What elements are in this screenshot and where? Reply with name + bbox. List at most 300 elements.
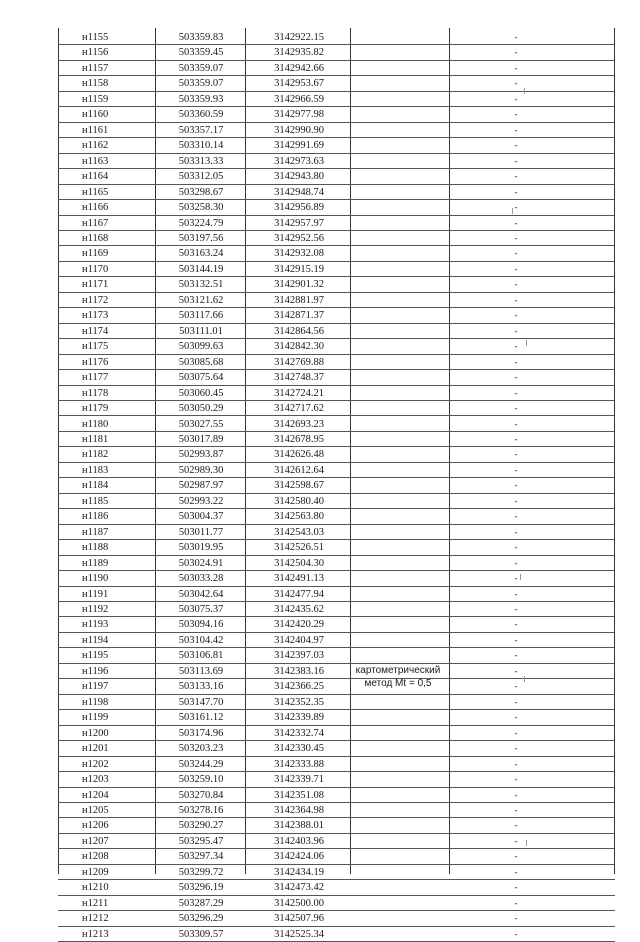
coord-y: 3142724.21 (274, 387, 324, 399)
coord-x: 503147.70 (178, 696, 224, 708)
point-id: н1158 (82, 78, 109, 90)
coord-x: 503203.23 (178, 743, 224, 755)
point-id: н1161 (82, 124, 109, 136)
point-id: н1168 (82, 232, 109, 244)
coord-y: 3142693.23 (274, 418, 324, 430)
empty-value-dash: - (514, 32, 518, 42)
coord-y: 3142769.88 (274, 356, 324, 368)
coord-y: 3142717.62 (274, 403, 324, 415)
table-row (58, 695, 615, 710)
coord-x: 503296.19 (178, 882, 224, 894)
coord-x: 503117.66 (178, 310, 224, 322)
coord-x: 503287.29 (178, 897, 224, 909)
point-id: н1167 (82, 217, 109, 229)
empty-value-dash: - (514, 202, 518, 213)
coord-x: 502989.30 (178, 464, 224, 476)
coord-y: 3142364.98 (274, 805, 324, 816)
coord-x: 503296.29 (178, 913, 224, 925)
coord-x: 503106.81 (178, 650, 224, 662)
empty-value-dash: - (514, 774, 518, 785)
coord-x: 503197.56 (178, 232, 224, 244)
method-line-1: картометрический (355, 665, 441, 676)
coord-x: 503050.29 (178, 403, 224, 415)
empty-value-dash: - (514, 665, 518, 676)
table-row (58, 447, 615, 462)
coord-y: 3142543.03 (274, 526, 324, 538)
point-id: н1203 (82, 774, 109, 786)
coord-y: 3142351.08 (274, 789, 324, 801)
table-row (58, 803, 615, 818)
coord-y: 3142973.63 (274, 155, 324, 167)
empty-value-dash: - (514, 109, 518, 120)
coord-y: 3142966.59 (274, 93, 324, 105)
table-row (58, 556, 615, 571)
coord-y: 3142678.95 (274, 433, 324, 445)
empty-value-dash: - (514, 140, 518, 151)
empty-value-dash: - (514, 155, 518, 166)
coord-y: 3142434.19 (274, 866, 324, 878)
table-row (58, 339, 615, 354)
coord-y: 3142748.37 (274, 372, 324, 384)
empty-value-dash: - (514, 573, 518, 584)
point-id: н1171 (82, 279, 109, 291)
point-id: н1204 (82, 789, 109, 801)
coord-x: 503104.42 (178, 634, 224, 646)
point-id: н1157 (82, 62, 109, 74)
coord-x: 503298.67 (178, 186, 224, 198)
table-row (58, 494, 615, 509)
point-id: н1185 (82, 495, 109, 507)
coord-y: 3142864.56 (274, 325, 324, 337)
empty-value-dash: - (514, 619, 518, 630)
coord-y: 3142952.56 (274, 232, 324, 244)
point-id: н1181 (82, 433, 109, 445)
table-row (58, 123, 615, 138)
empty-value-dash: - (514, 433, 518, 444)
empty-value-dash: - (514, 526, 518, 537)
point-id: н1213 (82, 928, 109, 940)
coord-x: 503357.17 (178, 124, 224, 136)
coord-y: 3142977.98 (274, 109, 324, 121)
point-id: н1200 (82, 727, 109, 739)
empty-value-dash: - (514, 78, 518, 89)
coord-y: 3142881.97 (274, 294, 324, 306)
empty-value-dash: - (514, 279, 518, 290)
empty-value-dash: - (514, 634, 518, 645)
coord-y: 3142922.15 (274, 32, 324, 43)
coord-y: 3142504.30 (274, 557, 324, 569)
coord-x: 503060.45 (178, 387, 224, 399)
coord-x: 503270.84 (178, 789, 224, 801)
coord-y: 3142332.74 (274, 727, 324, 739)
table-row (58, 617, 615, 632)
table-row (58, 370, 615, 385)
point-id: н1169 (82, 248, 109, 260)
empty-value-dash: - (514, 913, 518, 924)
empty-value-dash: - (514, 356, 518, 367)
coord-y: 3142333.88 (274, 758, 324, 770)
coord-x: 503017.89 (178, 433, 224, 445)
empty-value-dash: - (514, 217, 518, 228)
coord-x: 503290.27 (178, 820, 224, 832)
coord-x: 503099.63 (178, 341, 224, 353)
coord-x: 503309.57 (178, 928, 224, 940)
coord-y: 3142366.25 (274, 681, 324, 693)
coord-x: 503144.19 (178, 263, 224, 275)
point-id: н1197 (82, 681, 109, 693)
empty-value-dash: - (514, 341, 518, 352)
point-id: н1172 (82, 294, 109, 306)
empty-value-dash: - (514, 588, 518, 599)
empty-value-dash: - (514, 387, 518, 398)
coord-x: 503075.37 (178, 604, 224, 616)
point-id: н1184 (82, 480, 109, 492)
scan-mark (524, 88, 525, 94)
coord-y: 3142339.71 (274, 774, 324, 786)
point-id: н1212 (82, 913, 109, 925)
method-note (348, 664, 448, 690)
coord-y: 3142424.06 (274, 851, 324, 863)
coord-x: 503359.93 (178, 93, 224, 105)
point-id: н1207 (82, 835, 109, 847)
table-row (58, 602, 615, 617)
empty-value-dash: - (514, 403, 518, 414)
coord-y: 3142990.90 (274, 124, 324, 136)
point-id: н1205 (82, 805, 109, 816)
coord-x: 503359.45 (178, 47, 224, 59)
table-row (58, 679, 615, 694)
point-id: н1190 (82, 573, 109, 585)
table-row (58, 45, 615, 60)
empty-value-dash: - (514, 186, 518, 197)
table-row (58, 30, 615, 45)
table-row (58, 927, 615, 942)
method-line-2: метод Mt = 0,5 (364, 678, 432, 689)
coord-x: 503278.16 (178, 805, 224, 816)
coord-y: 3142948.74 (274, 186, 324, 198)
coord-x: 503019.95 (178, 542, 224, 554)
coord-y: 3142352.35 (274, 696, 324, 708)
empty-value-dash: - (514, 62, 518, 73)
point-id: н1193 (82, 619, 109, 631)
empty-value-dash: - (514, 449, 518, 460)
coord-x: 503360.59 (178, 109, 224, 121)
point-id: н1196 (82, 665, 109, 677)
table-row (58, 710, 615, 725)
table-row (58, 308, 615, 323)
point-id: н1159 (82, 93, 109, 105)
coord-x: 503085.68 (178, 356, 224, 368)
point-id: н1199 (82, 712, 109, 724)
empty-value-dash: - (514, 294, 518, 305)
coord-y: 3142404.97 (274, 634, 324, 646)
empty-value-dash: - (514, 47, 518, 58)
coord-y: 3142563.80 (274, 511, 324, 523)
coord-x: 503075.64 (178, 372, 224, 384)
table-row (58, 834, 615, 849)
point-id: н1187 (82, 526, 109, 538)
table-row (58, 432, 615, 447)
coord-y: 3142991.69 (274, 140, 324, 152)
point-id: н1189 (82, 557, 109, 569)
point-id: н1174 (82, 325, 109, 337)
coord-y: 3142473.42 (274, 882, 324, 894)
scan-mark (524, 676, 525, 682)
table-row (58, 401, 615, 416)
empty-value-dash: - (514, 124, 518, 135)
table-row (58, 61, 615, 76)
point-id: н1162 (82, 140, 109, 152)
empty-value-dash: - (514, 232, 518, 243)
point-id: н1201 (82, 743, 109, 755)
empty-value-dash: - (514, 171, 518, 182)
table-row (58, 76, 615, 91)
coord-y: 3142330.45 (274, 743, 324, 755)
coord-y: 3142339.89 (274, 712, 324, 724)
empty-value-dash: - (514, 557, 518, 568)
coord-x: 503121.62 (178, 294, 224, 306)
coord-x: 503224.79 (178, 217, 224, 229)
coord-x: 503299.72 (178, 866, 224, 878)
coord-x: 503259.10 (178, 774, 224, 786)
coord-y: 3142403.96 (274, 835, 324, 847)
coord-y: 3142626.48 (274, 449, 324, 461)
coord-y: 3142942.66 (274, 62, 324, 74)
coord-y: 3142943.80 (274, 171, 324, 183)
table-row (58, 417, 615, 432)
point-id: н1173 (82, 310, 109, 322)
coord-y: 3142915.19 (274, 263, 324, 275)
coord-y: 3142526.51 (274, 542, 324, 554)
coord-y: 3142901.32 (274, 279, 324, 291)
coord-x: 503163.24 (178, 248, 224, 260)
point-id: н1170 (82, 263, 109, 275)
coord-x: 503004.37 (178, 511, 224, 523)
table-row (58, 818, 615, 833)
empty-value-dash: - (514, 789, 518, 800)
table-row (58, 726, 615, 741)
coord-x: 503094.16 (178, 619, 224, 631)
coord-x: 503133.16 (178, 681, 224, 693)
table-row (58, 92, 615, 107)
point-id: н1183 (82, 464, 109, 476)
point-id: н1198 (82, 696, 109, 708)
coord-y: 3142500.00 (274, 897, 324, 909)
point-id: н1209 (82, 866, 109, 878)
coord-y: 3142957.97 (274, 217, 324, 229)
table-row (58, 154, 615, 169)
table-row (58, 107, 615, 122)
point-id: н1206 (82, 820, 109, 832)
empty-value-dash: - (514, 882, 518, 893)
point-id: н1155 (82, 32, 109, 43)
scan-mark (520, 574, 521, 580)
empty-value-dash: - (514, 418, 518, 429)
table-row (58, 355, 615, 370)
point-id: н1182 (82, 449, 109, 461)
coord-x: 503027.55 (178, 418, 224, 430)
scan-mark (526, 340, 527, 346)
point-id: н1211 (82, 897, 109, 909)
table-row (58, 540, 615, 555)
point-id: н1160 (82, 109, 109, 121)
coord-x: 503042.64 (178, 588, 224, 600)
table-row (58, 896, 615, 911)
table-row (58, 478, 615, 493)
empty-value-dash: - (514, 758, 518, 769)
coord-y: 3142871.37 (274, 310, 324, 322)
empty-value-dash: - (514, 604, 518, 615)
scan-mark (512, 208, 513, 214)
point-id: н1210 (82, 882, 109, 894)
coord-y: 3142435.62 (274, 604, 324, 616)
table-row (58, 324, 615, 339)
empty-value-dash: - (514, 310, 518, 321)
point-id: н1163 (82, 155, 109, 167)
coord-x: 502993.87 (178, 449, 224, 461)
coord-y: 3142477.94 (274, 588, 324, 600)
empty-value-dash: - (514, 325, 518, 336)
empty-value-dash: - (514, 248, 518, 259)
table-row (58, 509, 615, 524)
table-row (58, 772, 615, 787)
point-id: н1178 (82, 387, 109, 399)
table-row (58, 277, 615, 292)
table-row (58, 757, 615, 772)
table-row (58, 525, 615, 540)
table-row (58, 587, 615, 602)
coord-x: 502993.22 (178, 495, 224, 507)
empty-value-dash: - (514, 372, 518, 383)
point-id: н1179 (82, 403, 109, 415)
coord-y: 3142953.67 (274, 78, 324, 90)
empty-value-dash: - (514, 805, 518, 815)
coord-y: 3142580.40 (274, 495, 324, 507)
empty-value-dash: - (514, 464, 518, 475)
point-id: н1177 (82, 372, 109, 384)
point-id: н1191 (82, 588, 109, 600)
empty-value-dash: - (514, 866, 518, 877)
coord-x: 503313.33 (178, 155, 224, 167)
coord-x: 503174.96 (178, 727, 224, 739)
table-row (58, 648, 615, 663)
table-row (58, 386, 615, 401)
empty-value-dash: - (514, 93, 518, 104)
point-id: н1186 (82, 511, 109, 523)
coord-x: 503011.77 (178, 526, 224, 538)
empty-value-dash: - (514, 712, 518, 723)
table-row (58, 138, 615, 153)
point-id: н1194 (82, 634, 109, 646)
empty-value-dash: - (514, 495, 518, 506)
coord-x: 503024.91 (178, 557, 224, 569)
coord-y: 3142612.64 (274, 464, 324, 476)
empty-value-dash: - (514, 897, 518, 908)
table-row (58, 262, 615, 277)
coord-y: 3142491.13 (274, 573, 324, 585)
coord-x: 503297.34 (178, 851, 224, 863)
empty-value-dash: - (514, 835, 518, 846)
coord-x: 503312.05 (178, 171, 224, 183)
table-row (58, 231, 615, 246)
coord-y: 3142507.96 (274, 913, 324, 925)
table-row (58, 788, 615, 803)
point-id: н1165 (82, 186, 109, 198)
empty-value-dash: - (514, 727, 518, 738)
table-row (58, 880, 615, 895)
empty-value-dash: - (514, 743, 518, 754)
table-row (58, 463, 615, 478)
empty-value-dash: - (514, 681, 518, 692)
coord-y: 3142956.89 (274, 202, 324, 214)
point-id: н1192 (82, 604, 109, 616)
table-row (58, 633, 615, 648)
table-row (58, 571, 615, 586)
empty-value-dash: - (514, 650, 518, 661)
table-row (58, 169, 615, 184)
point-id: н1164 (82, 171, 109, 183)
point-id: н1202 (82, 758, 109, 770)
coord-x: 503111.01 (179, 325, 223, 337)
table-row (58, 911, 615, 926)
coord-y: 3142420.29 (274, 619, 324, 631)
empty-value-dash: - (514, 480, 518, 491)
coord-x: 503244.29 (178, 758, 224, 770)
point-id: н1166 (82, 202, 109, 214)
coord-x: 502987.97 (178, 480, 224, 492)
coord-x: 503033.28 (178, 573, 224, 585)
table-row (58, 246, 615, 261)
coord-x: 503258.30 (178, 202, 224, 214)
coord-x: 503359.07 (178, 62, 224, 74)
coord-x: 503310.14 (178, 140, 224, 152)
coord-x: 503113.69 (178, 665, 224, 677)
point-id: н1180 (82, 418, 109, 430)
coord-x: 503359.83 (178, 32, 224, 43)
empty-value-dash: - (514, 263, 518, 274)
coord-y: 3142397.03 (274, 650, 324, 662)
empty-value-dash: - (514, 696, 518, 707)
point-id: н1195 (82, 650, 109, 662)
point-id: н1208 (82, 851, 109, 863)
table-row (58, 849, 615, 864)
scan-mark (526, 840, 527, 846)
coord-x: 503359.07 (178, 78, 224, 90)
table-row (58, 865, 615, 880)
table-row (58, 185, 615, 200)
coord-x: 503295.47 (178, 835, 224, 847)
empty-value-dash: - (514, 511, 518, 522)
coord-y: 3142388.01 (274, 820, 324, 832)
coord-y: 3142383.16 (274, 665, 324, 677)
coord-x: 503161.12 (178, 712, 224, 724)
table-row (58, 293, 615, 308)
table-row (58, 664, 615, 679)
point-id: н1176 (82, 356, 109, 368)
point-id: н1156 (82, 47, 109, 59)
table-row (58, 741, 615, 756)
coord-y: 3142932.08 (274, 248, 324, 260)
point-id: н1175 (82, 341, 109, 353)
coord-y: 3142598.67 (274, 480, 324, 492)
coord-y: 3142525.34 (274, 928, 324, 940)
coord-y: 3142935.82 (274, 47, 324, 59)
empty-value-dash: - (514, 542, 518, 553)
table-row (58, 216, 615, 231)
empty-value-dash: - (514, 851, 518, 862)
empty-value-dash: - (514, 928, 518, 939)
coord-x: 503132.51 (178, 279, 224, 291)
